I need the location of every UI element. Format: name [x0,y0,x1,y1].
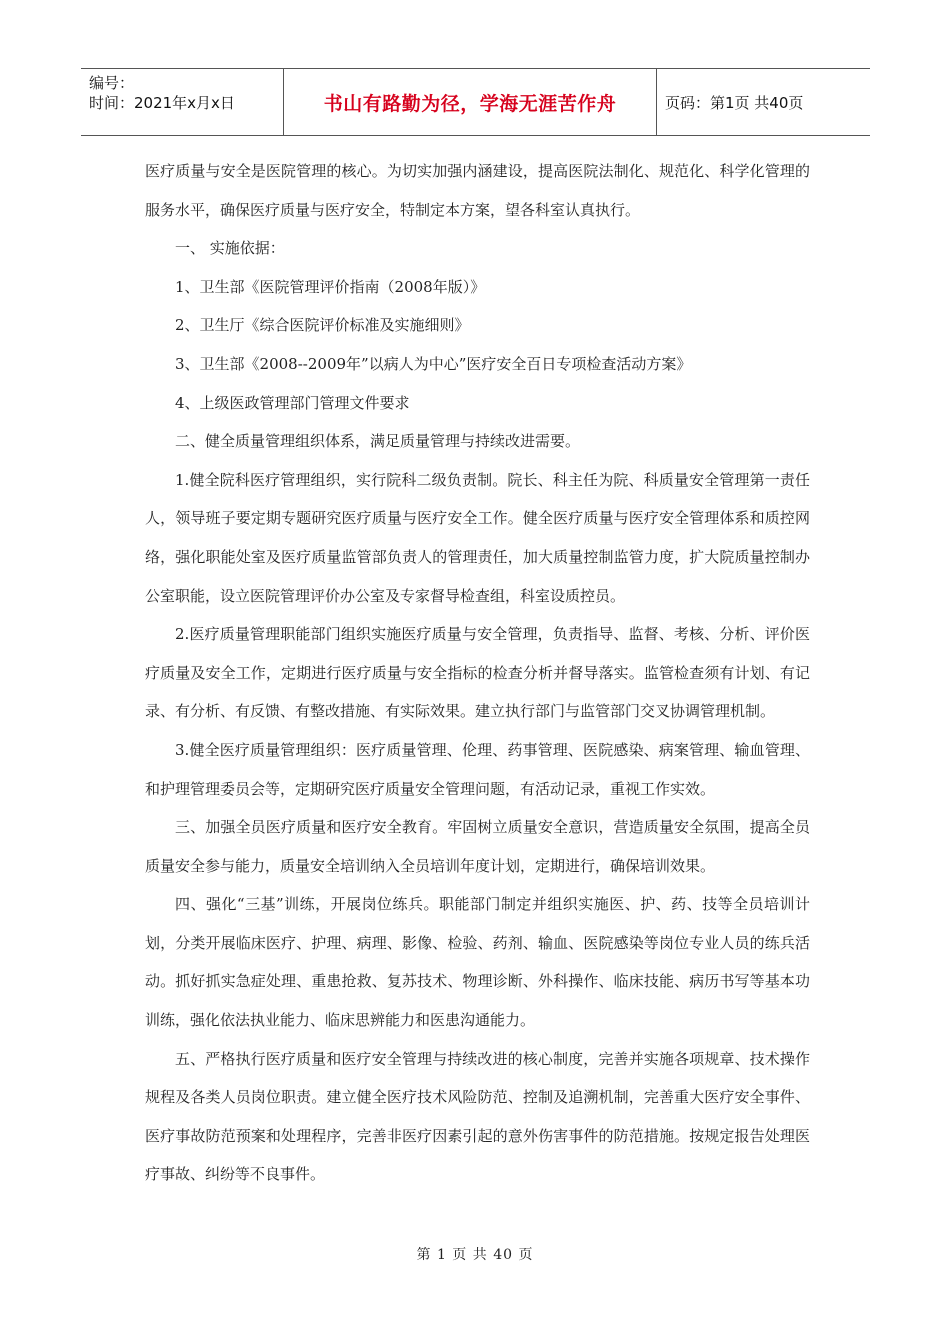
basis-item-3: 3、卫生部《2008--2009年”以病人为中心”医疗安全百日专项检查活动方案》 [175,354,692,373]
document-header [81,68,870,136]
document-body [145,152,810,1194]
intro-paragraph: 医疗质量与安全是医院管理的核心。为切实加强内涵建设，提高医院法制化、规范化、科学化管理的服务水平，确保医疗质量与医疗安全，特制定本方案，望各科室认真执行。 [145,162,810,219]
page-footer: 第 1 页 共 40 页 [416,1247,534,1263]
section-heading-basis: 一、 实施依据： [175,239,285,258]
organization-item-1: 1.健全院科医疗管理组织，实行院科二级负责制。院长、科主任为院、科质量安全管理第一责任人，领导班子要定期专题研究医疗质量与医疗安全工作。健全医疗质量与医疗安全管理体系和质控网络，强化职能处室及医疗质量监管部负责人的管理责任，加大质量控制监管力度，扩大院质量控制办公室职能，设立医院管理评价办公室及专家督导检查组，科室设质控员。 [145,470,810,605]
section-training: 四、强化“三基”训练，开展岗位练兵。职能部门制定并组织实施医、护、药、技等全员培训计划，分类开展临床医疗、护理、病理、影像、检验、药剂、输血、医院感染等岗位专业人员的练兵活动。抓好抓实急症处理、重患抢救、复苏技术、物理诊断、外科操作、临床技能、病历书写等基本功训练，强化依法执业能力、临床思辨能力和医患沟通能力。 [145,895,810,1030]
header-meta [81,69,283,135]
document-number-label: 编号： [89,74,135,92]
basis-item-4: 4、上级医政管理部门管理文件要求 [175,393,410,412]
section-heading-organization: 二、健全质量管理组织体系，满足质量管理与持续改进需要。 [175,432,581,451]
organization-item-2: 2.医疗质量管理职能部门组织实施医疗质量与安全管理，负责指导、监督、考核、分析、评价医疗质量及安全工作，定期进行医疗质量与安全指标的检查分析并督导落实。监管检查须有计划、有记录、有分析、有反馈、有整改措施、有实际效果。建立执行部门与监管部门交叉协调管理机制。 [145,625,810,721]
organization-item-3: 3.健全医疗质量管理组织：医疗质量管理、伦理、药事管理、医院感染、病案管理、输血管理、和护理管理委员会等，定期研究医疗质量安全管理问题，有活动记录，重视工作实效。 [145,740,810,798]
basis-item-2: 2、卫生厅《综合医院评价标准及实施细则》 [175,316,470,335]
document-date: 时间：2021年x月x日 [89,94,235,112]
header-motto: 书山有路勤为径，学海无涯苦作舟 [283,69,657,135]
section-core-systems: 五、严格执行医疗质量和医疗安全管理与持续改进的核心制度，完善并实施各项规章、技术操作规程及各类人员岗位职责。建立健全医疗技术风险防范、控制及追溯机制，完善重大医疗安全事件、医疗事故防范预案和处理程序，完善非医疗因素引起的意外伤害事件的防范措施。按规定报告处理医疗事故、纠纷等不良事件。 [145,1049,810,1184]
section-education: 三、加强全员医疗质量和医疗安全教育。牢固树立质量安全意识，营造质量安全氛围，提高全员质量安全参与能力，质量安全培训纳入全员培训年度计划，定期进行，确保培训效果。 [145,818,810,875]
basis-item-1: 1、卫生部《医院管理评价指南（2008年版）》 [175,277,486,296]
header-page-info: 页码：第1页 共40页 [665,93,804,112]
